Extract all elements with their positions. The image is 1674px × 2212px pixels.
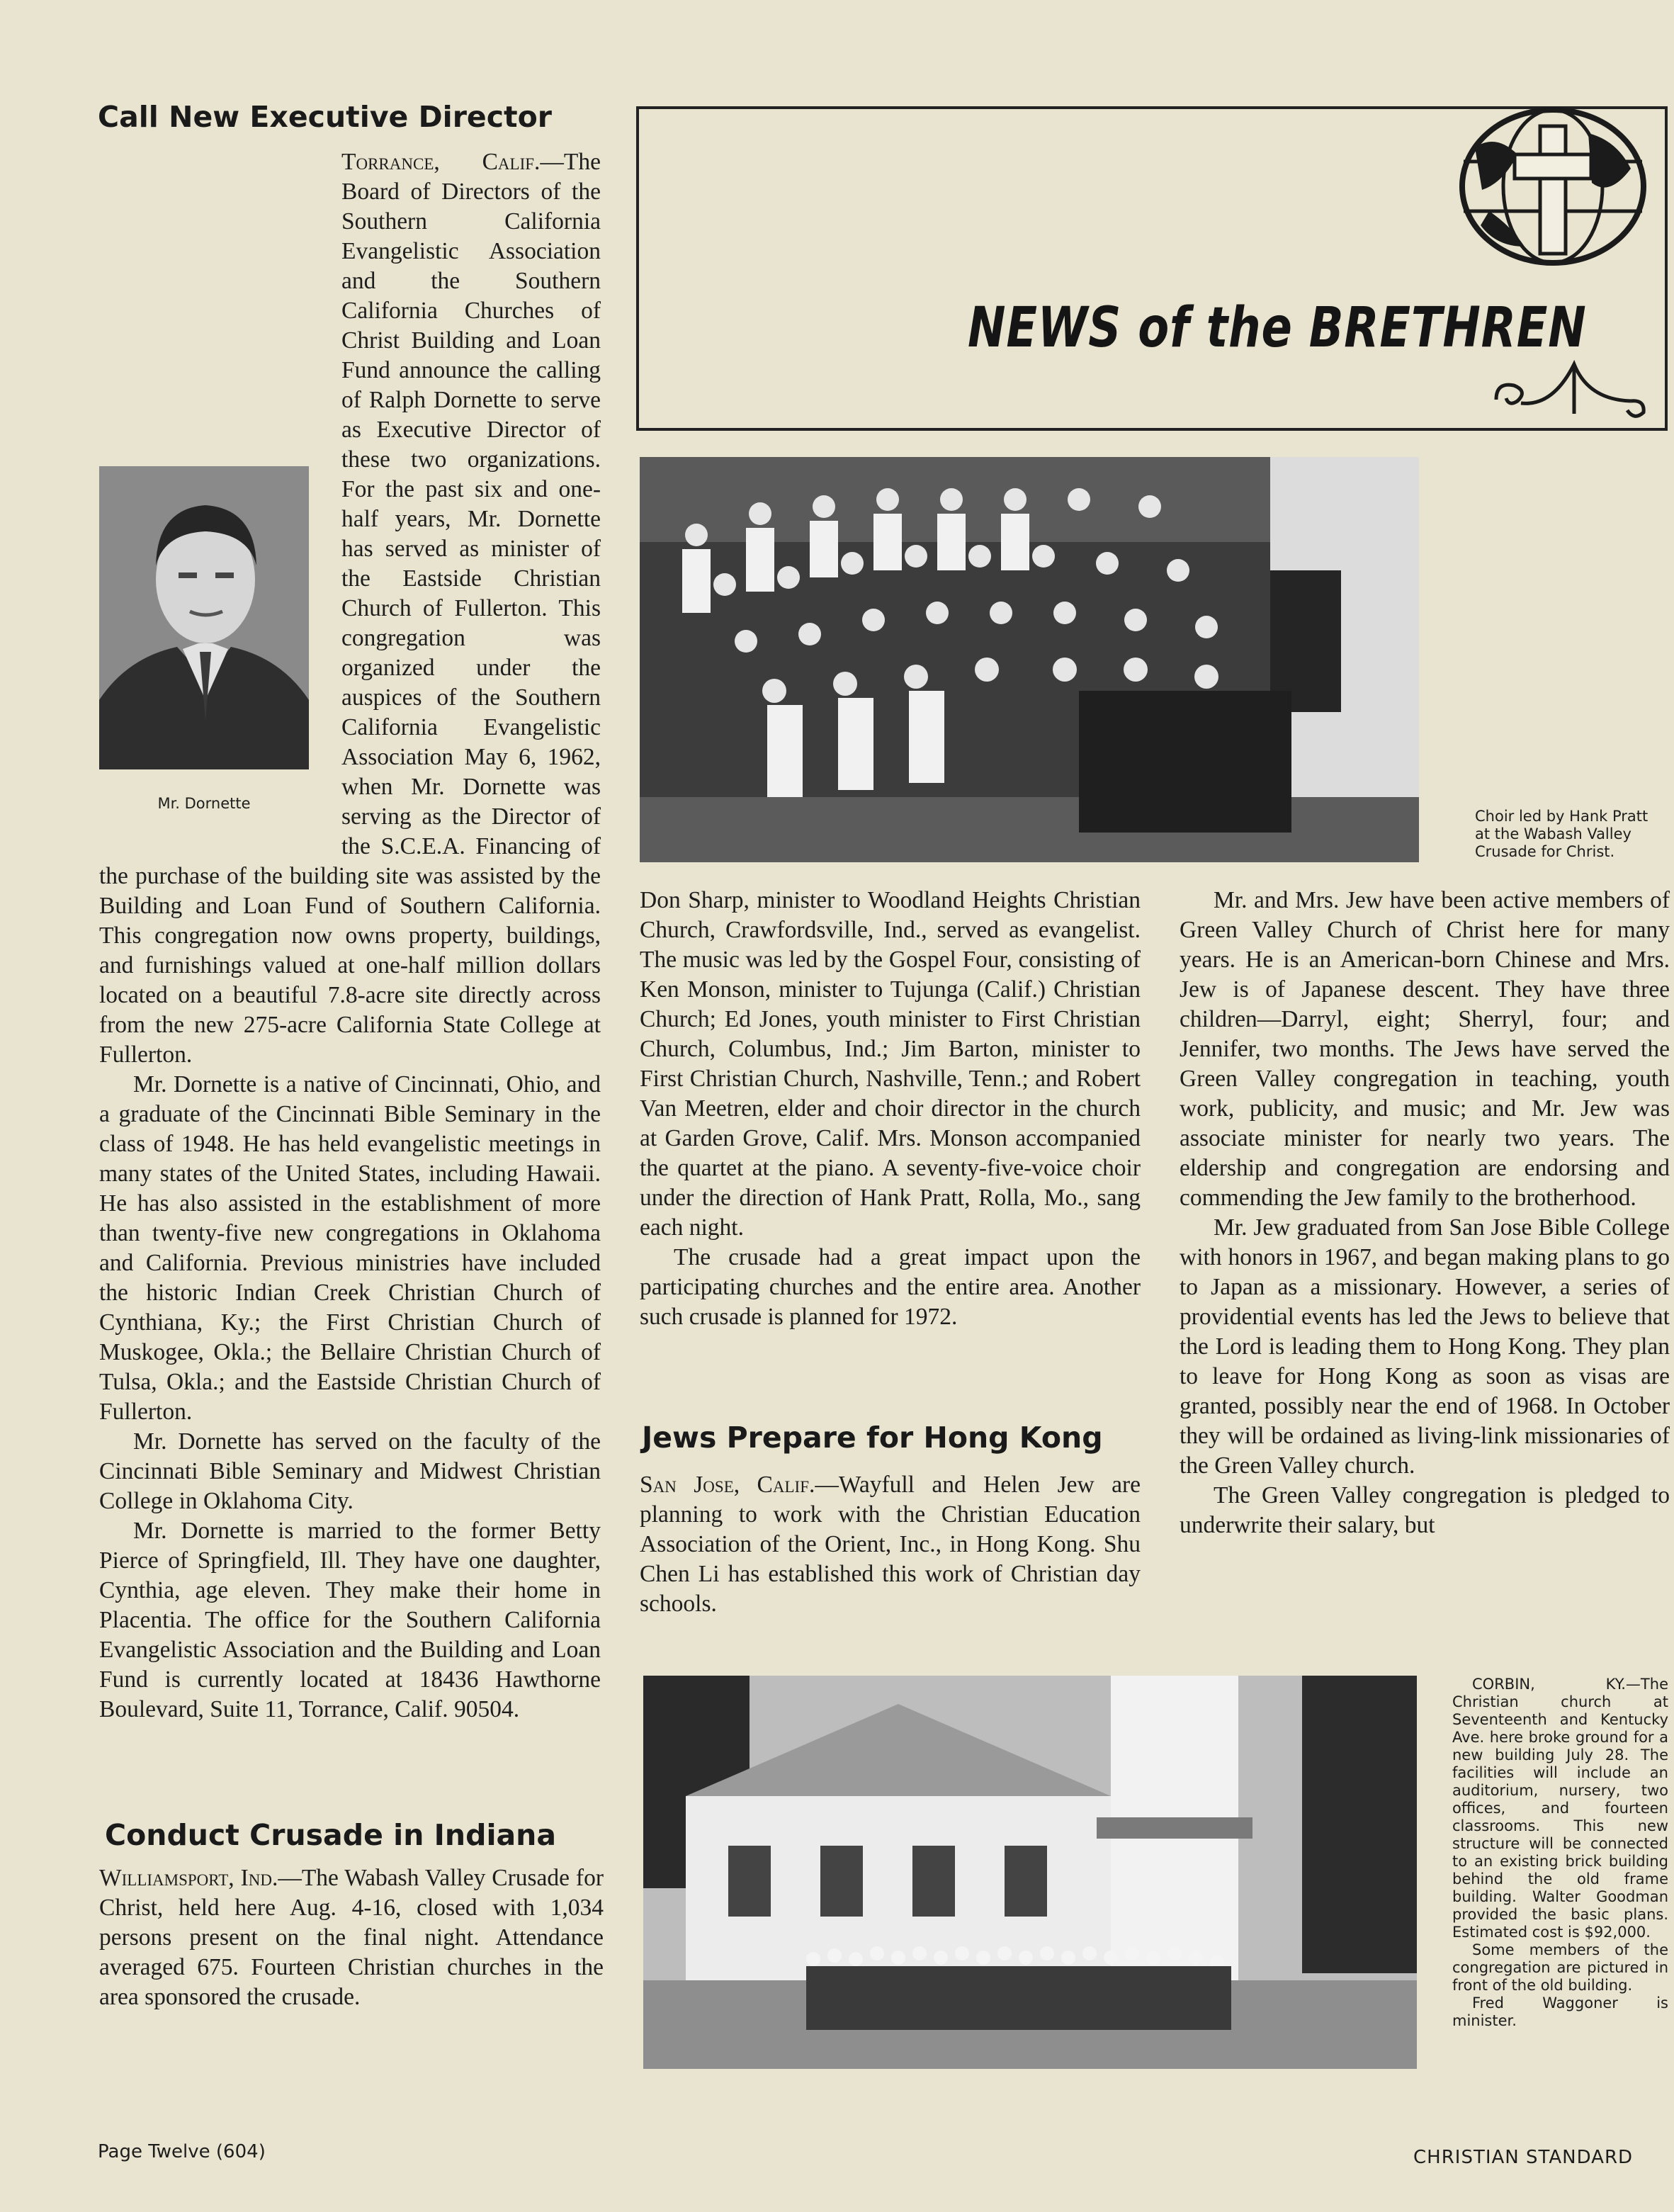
choir-caption: Choir led by Hank Pratt at the Wabash Valley Crusade for Christ. — [1475, 808, 1648, 860]
crusade-lead: —The Wabash Valley Crusade for Christ, held here Aug. 4-16, closed with 1,034 persons present on the final night. Attendance averaged 675. Fourteen Christian churches in the area sponsored the crusade. — [99, 1865, 604, 2010]
choir-image — [640, 457, 1419, 862]
article-hong-kong-part2 — [1180, 886, 1670, 1540]
corbin-caption-p3: Fred Waggoner is minister. — [1452, 1994, 1668, 2029]
headline-hong-kong: Jews Prepare for Hong Kong — [642, 1421, 1103, 1455]
corbin-caption-p1: CORBIN, KY.—The Christian church at Seventeenth and Kentucky Ave. here broke ground for a new building July 28. The facilities will include an auditorium, nursery, two offices, and fourteen classrooms. This new structure will be connected to an existing brick building behind the old frame building. Walter Goodman provided the basic plans. Estimated cost is $92,000. — [1452, 1676, 1668, 1941]
church-photo — [643, 1676, 1417, 2069]
headline-executive-director: Call New Executive Director — [98, 100, 553, 134]
banner-title: NEWS of the BRETHREN — [968, 296, 1587, 360]
article-crusade-part2 — [640, 886, 1141, 1332]
article-crusade-part1 — [99, 1863, 604, 2012]
lead-paragraph: —The Board of Directors of the Southern California Evangelistic Association and the Southern California Churches of Christ Building and Loan Fund announce the calling of Ralph Dornette to serve as Executive Director of these two organizations. For the past six and one-half years, Mr. Dornette has served as minister of the Eastside Christian Church of Fullerton. This congregation was organized under the auspices of the Southern California Evangelistic Association May 6, 1962, when Mr. Dornette was serving as the Director of the S.C.E.A. Financing of the purchase of the building site was assisted by the Building and Loan Fund of Southern California. This congregation now owns property, buildings, and furnishings valued at one-half million dollars located on a beautiful 7.8-acre site directly across from the new 275-acre California State College at Fullerton. — [99, 149, 601, 1068]
article-executive-director — [99, 147, 601, 1876]
article-hong-kong-part1 — [640, 1470, 1141, 1619]
dateline-williamsport: Williamsport, Ind. — [99, 1865, 278, 1891]
news-banner — [636, 106, 1668, 431]
hong-kong-lead: —Wayfull and Helen Jew are planning to work with the Christian Education Association of the Orient, Inc., in Hong Kong. Shu Chen Li has established this work of Christian day schools. — [640, 1472, 1141, 1617]
portrait-image — [99, 466, 309, 769]
church-image — [643, 1676, 1417, 2069]
paragraph-2: Mr. Dornette is a native of Cincinnati, Ohio, and a graduate of the Cincinnati Bible Seminary in the class of 1948. He has held evangelistic meetings in many states of the United States, including Hawaii. He has also assisted in the establishment of more than twenty-five new congregations in Oklahoma and California. Previous ministries have included the historic Indian Creek Christian Church of Cynthiana, Ky.; the First Christian Church of Muskogee, Okla.; the Bellaire Christian Church of Tulsa, Okla.; and the Eastside Christian Church of Fullerton. — [99, 1071, 601, 1425]
hong-kong-paragraph-4: The Green Valley congregation is pledged to underwrite their salary, but — [1180, 1482, 1670, 1538]
globe-cross-icon — [1447, 105, 1659, 275]
crusade-paragraph-2: Don Sharp, minister to Woodland Heights Christian Church, Crawfordsville, Ind., served as evangelist. The music was led by the Gospel Four, consisting of Ken Monson, minister to Tujunga (Calif.) Christian Church; Ed Jones, youth minister to First Christian Church, Columbus, Ind.; Jim Barton, minister to First Christian Church, Nashville, Tenn.; and Robert Van Meetren, elder and choir director in the church at Garden Grove, Calif. Mrs. Monson accompanied the quartet at the piano. A seventy-five-voice choir under the direction of Hank Pratt, Rolla, Mo., sang each night. — [640, 887, 1141, 1241]
dateline-san-jose: San Jose, Calif. — [640, 1472, 815, 1498]
portrait-block — [99, 466, 341, 854]
portrait-photo — [99, 466, 309, 769]
paragraph-4: Mr. Dornette is married to the former Betty Pierce of Springfield, Ill. They have one daughter, Cynthia, age eleven. They make their home in Placentia. The office for the Southern California Evangelistic Association and the Building and Loan Fund is currently located at 18436 Hawthorne Boulevard, Suite 11, Torrance, Calif. 90504. — [99, 1518, 601, 1722]
ornament-flourish-icon — [1489, 357, 1652, 421]
paragraph-3: Mr. Dornette has served on the faculty of the Cincinnati Bible Seminary and Midwest Christian College in Oklahoma City. — [99, 1428, 601, 1514]
crusade-paragraph-3: The crusade had a great impact upon the participating churches and the entire area. Another such crusade is planned for 1972. — [640, 1244, 1141, 1330]
hong-kong-paragraph-2: Mr. and Mrs. Jew have been active members of Green Valley Church of Christ here for many years. He is an American-born Chinese and Mrs. Jew is of Japanese descent. They have three children—Darryl, eight; Sherryl, four; and Jennifer, two months. The Jews have served the Green Valley congregation in teaching, youth work, publicity, and music; and Mr. Jew was associate minister for nearly two years. The eldership and congregation are endorsing and commending the Jew family to the brotherhood. — [1180, 887, 1670, 1211]
portrait-caption: Mr. Dornette — [157, 795, 251, 812]
publication-name: CHRISTIAN STANDARD — [1413, 2147, 1634, 2168]
headline-crusade-indiana: Conduct Crusade in Indiana — [105, 1818, 557, 1852]
dateline-torrance: Torrance, Calif. — [341, 149, 541, 175]
choir-photo — [640, 457, 1419, 862]
hong-kong-paragraph-3: Mr. Jew graduated from San Jose Bible College with honors in 1967, and began making plans to go to Japan as a missionary. However, a series of providential events has led the Jews to believe that the Lord is leading them to Hong Kong. They plan to leave for Hong Kong as soon as visas are granted, possibly near the end of 1968. In October they will be ordained as living-link missionaries of the Green Valley church. — [1180, 1214, 1670, 1479]
page-number: Page Twelve (604) — [98, 2141, 266, 2162]
corbin-caption — [1452, 1676, 1668, 2030]
corbin-caption-p2: Some members of the congregation are pictured in front of the old building. — [1452, 1941, 1668, 1994]
